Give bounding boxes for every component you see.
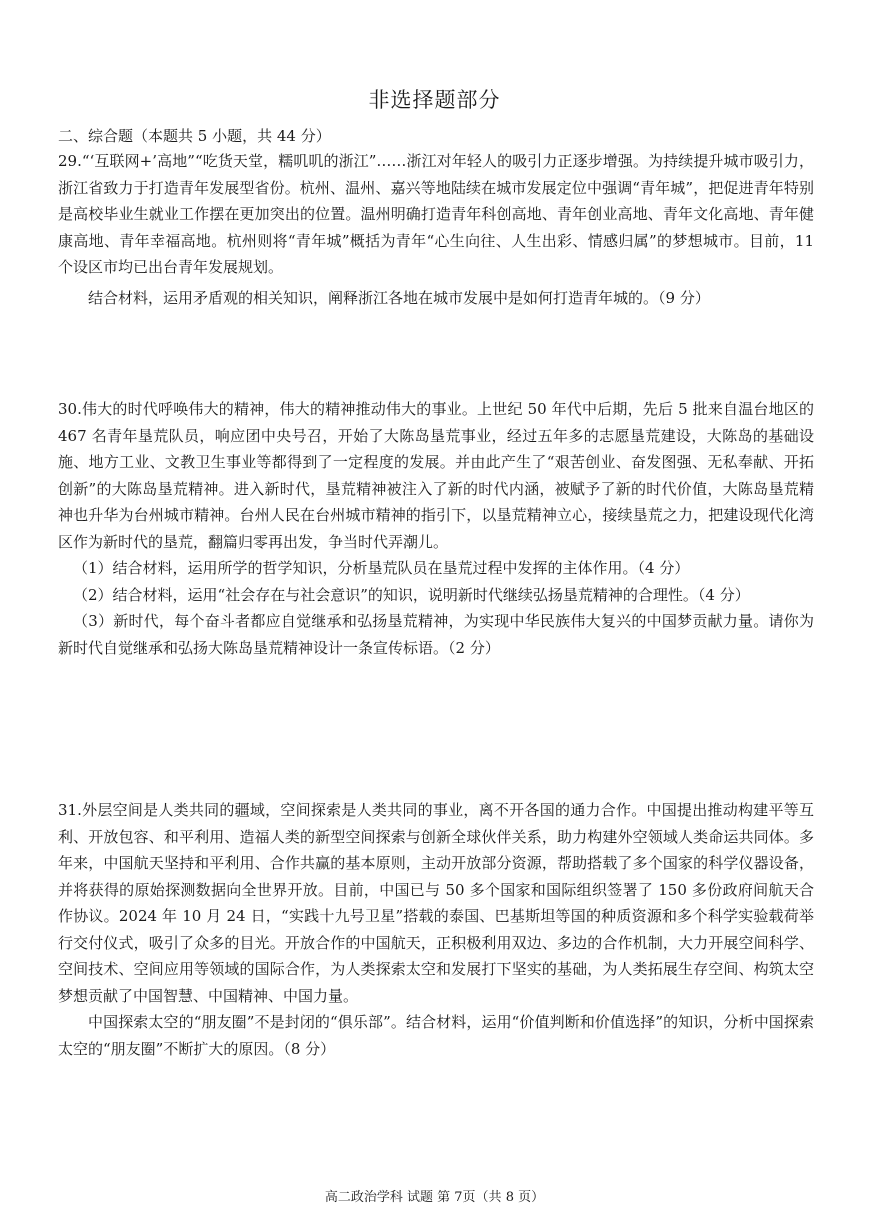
page-title: 非选择题部分	[368, 88, 501, 112]
q30-sub2: （2）结合材料，运用“社会存在与社会意识”的知识，说明新时代继续弘扬垦荒精神的合理性。（4 分）	[73, 585, 750, 604]
q29-material: 29.“‘互联网+’高地”“吃货天堂，糯叽叽的浙江”……浙江对年轻人的吸引力正逐步增强。为持续提升城市吸引力，浙江省致力于打造青年发展型省份。杭州、温州、嘉兴等地陆续在城市发展定位中强调“青年城”，把促进青年特别是高校毕业生就业工作摆在更加突出的位置。温州明确打造青年科创高地、青年创业高地、青年文化高地、青年健康高地、青年幸福高地。杭州则将“青年城”概括为青年“心生向往、人生出彩、情感归属”的梦想城市。目前，11 个设区市均已出台青年发展规划。	[58, 152, 815, 276]
q30-sub3: （3）新时代，每个奋斗者都应自觉继承和弘扬垦荒精神，为实现中华民族伟大复兴的中国梦贡献力量。请你为新时代自觉继承和弘扬大陈岛垦荒精神设计一条宣传标语。（2 分）	[58, 612, 814, 657]
q30-sub1: （1）结合材料，运用所学的哲学知识，分析垦荒队员在垦荒过程中发挥的主体作用。（4 分）	[73, 559, 690, 577]
question-31	[58, 797, 814, 1062]
q31-material: 31.外层空间是人类共同的疆域，空间探索是人类共同的事业，离不开各国的通力合作。中国提出推动构建平等互利、开放包容、和平利用、造福人类的新型空间探索与创新全球伙伴关系，助力构建外空领域人类命运共同体。多年来，中国航天坚持和平利用、合作共赢的基本原则，主动开放部分资源，帮助搭载了多个国家的科学仪器设备，并将获得的原始探测数据向全世界开放。目前，中国已与 50 多个国家和国际组织签署了 150 多份政府间航天合作协议。2024 年 10 月 24 日，“实践十九号卫星”搭载的泰国、巴基斯坦等国的种质资源和多个科学实验载荷举行交付仪式，吸引了众多的目光。开放合作的中国航天，正积极利用双边、多边的合作机制，大力开展空间科学、空间技术、空间应用等领域的国际合作，为人类探索太空和发展打下坚实的基础，为人类拓展生存空间、构筑太空梦想贡献了中国智慧、中国精神、中国力量。	[58, 801, 814, 1005]
q31-question: 中国探索太空的“朋友圈”不是封闭的“俱乐部”。结合材料，运用“价值判断和价值选择”的知识，分析中国探索太空的“朋友圈”不断扩大的原因。（8 分）	[58, 1013, 814, 1058]
q29-question: 结合材料，运用矛盾观的相关知识，阐释浙江各地在城市发展中是如何打造青年城的。（9 分）	[88, 288, 710, 307]
page-footer: 高二政治学科 试题 第 7页（共 8 页）	[324, 1190, 545, 1205]
question-29	[58, 148, 814, 311]
section-header: 二、综合题（本题共 5 小题，共 44 分）	[58, 127, 331, 145]
question-30	[58, 396, 814, 661]
q30-material: 30.伟大的时代呼唤伟大的精神，伟大的精神推动伟大的事业。上世纪 50 年代中后期，先后 5 批来自温台地区的 467 名青年垦荒队员，响应团中央号召，开始了大陈岛垦荒事业，经过五年多的志愿垦荒建设，大陈岛的基础设施、地方工业、文教卫生事业等都得到了一定程度的发展。并由此产生了“艰苦创业、奋发图强、无私奉献、开拓创新”的大陈岛垦荒精神。进入新时代，垦荒精神被注入了新的时代内涵，被赋予了新的时代价值，大陈岛垦荒精神也升华为台州城市精神。台州人民在台州城市精神的指引下，以垦荒精神立心，接续垦荒之力，把建设现代化湾区作为新时代的垦荒，翻篇归零再出发，争当时代弄潮儿。	[58, 400, 814, 551]
